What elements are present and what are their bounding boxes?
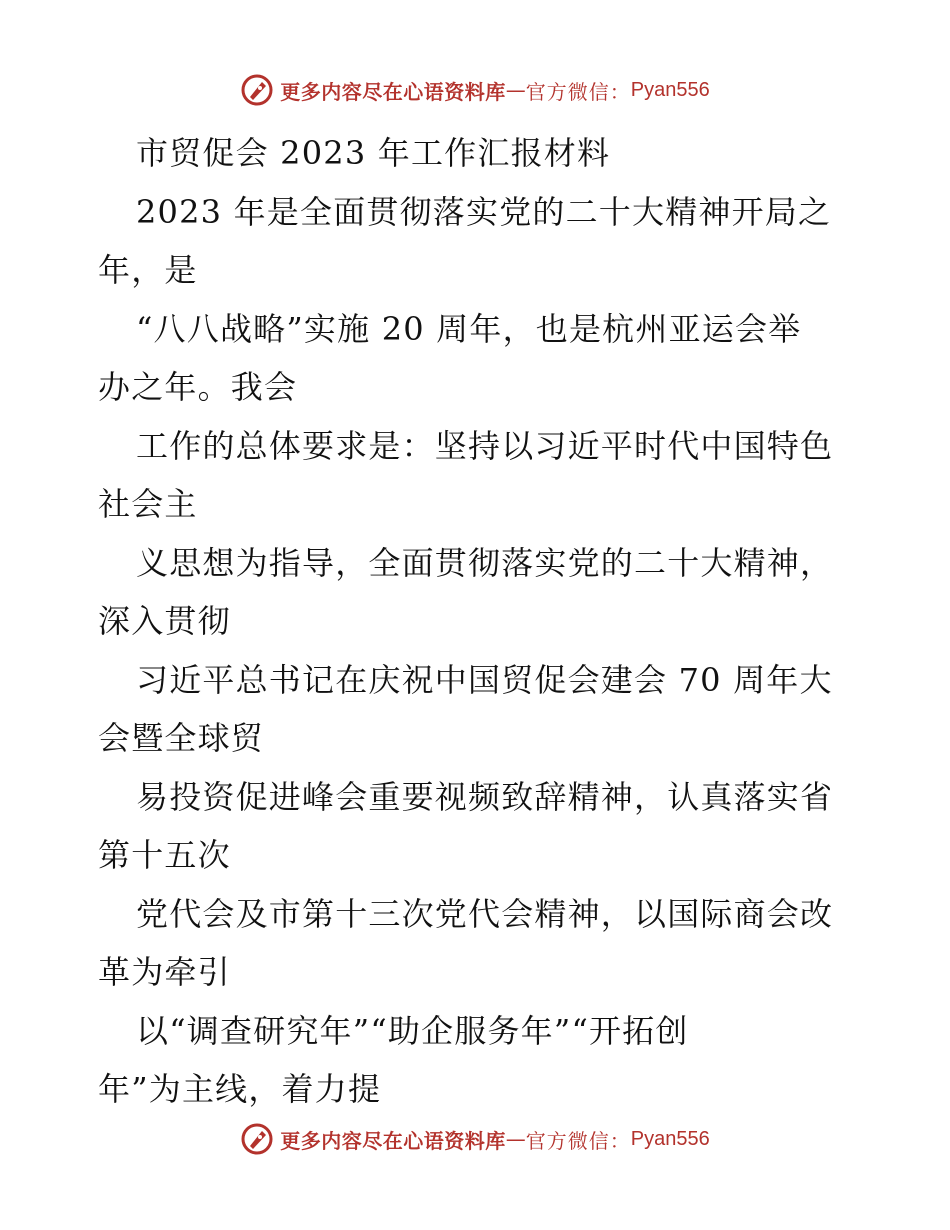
text-line: 党代会及市第十三次党代会精神，以国际商会改 xyxy=(136,894,834,933)
text-line: 年，是 xyxy=(98,251,198,289)
text-line: 办之年。我会 xyxy=(98,368,298,406)
text-line: 易投资促进峰会重要视频致辞精神，认真落实省 xyxy=(136,777,834,816)
text-line: 革为牵引 xyxy=(98,953,231,991)
text-line: 习近平总书记在庆祝中国贸促会建会 70 周年大 xyxy=(136,660,833,699)
header-separator: — xyxy=(505,78,526,102)
footer-wechat-id: Pyan556 xyxy=(630,1127,710,1150)
header-wechat-id: Pyan556 xyxy=(630,78,710,101)
text-line: “八八战略”实施 20 周年，也是杭州亚运会举 xyxy=(136,309,802,348)
pen-nib-logo-icon xyxy=(240,1122,274,1156)
text-line: 社会主 xyxy=(98,485,198,523)
document-title: 市贸促会 2023 年工作汇报材料 xyxy=(136,134,611,172)
text-line: 义思想为指导，全面贯彻落实党的二十大精神， xyxy=(136,543,834,582)
header-brand-text: 更多内容尽在心语资料库 xyxy=(280,79,506,104)
text-line: 深入贯彻 xyxy=(98,602,231,640)
header-banner xyxy=(0,70,950,110)
text-line: 2023 年是全面贯彻落实党的二十大精神开局之 xyxy=(136,192,832,231)
document-body xyxy=(98,124,858,1119)
pen-nib-logo-icon xyxy=(240,73,274,107)
footer-banner xyxy=(0,1119,950,1159)
text-line: 以“调查研究年”“助企服务年”“开拓创 xyxy=(136,1011,689,1050)
footer-brand-text: 更多内容尽在心语资料库 xyxy=(280,1128,506,1153)
text-line: 会暨全球贸 xyxy=(98,719,265,757)
header-wechat-label: 官方微信： xyxy=(525,79,631,104)
footer-separator: — xyxy=(505,1127,526,1151)
footer-wechat-label: 官方微信： xyxy=(525,1128,631,1153)
text-line: 年”为主线，着力提 xyxy=(98,1070,382,1108)
text-line: 第十五次 xyxy=(98,836,231,874)
text-line: 工作的总体要求是：坚持以习近平时代中国特色 xyxy=(136,426,834,465)
